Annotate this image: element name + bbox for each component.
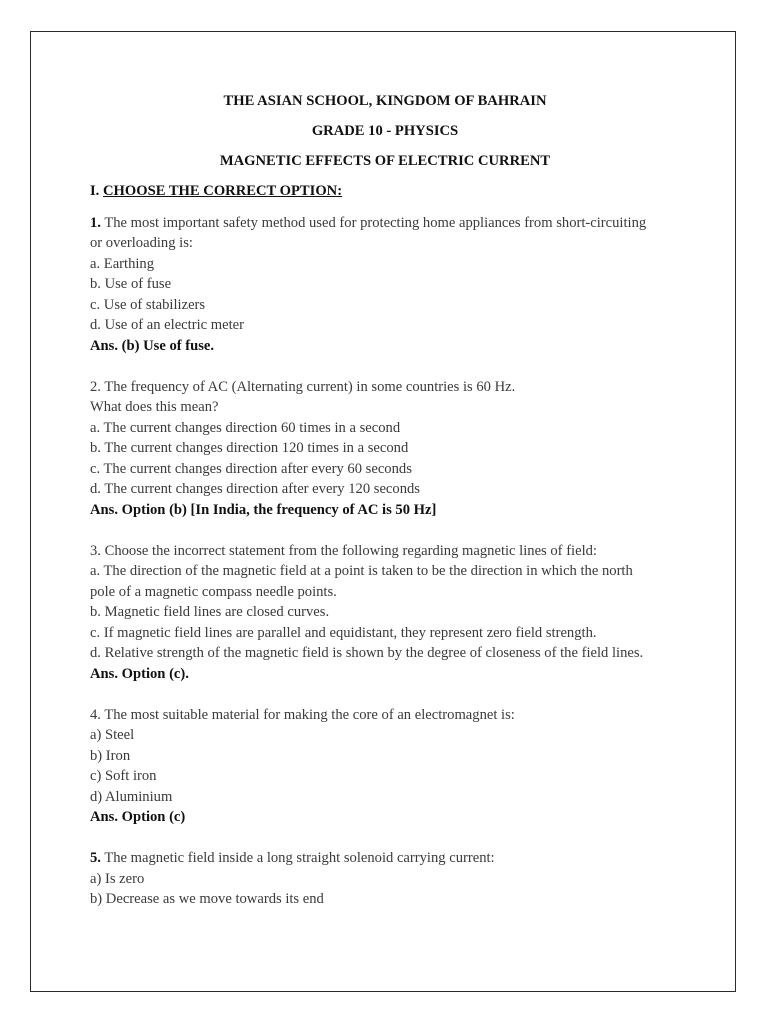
section-number: I. <box>90 183 100 199</box>
question-text <box>90 213 680 234</box>
option: d) Aluminium <box>90 788 173 805</box>
question-number: 3. <box>90 542 101 559</box>
question-text-line: The magnetic field inside a long straight solenoid carrying current: <box>100 850 495 866</box>
question-text <box>90 541 680 562</box>
answer: Ans. Option (b) [In India, the frequency of AC is 50 Hz] <box>90 501 437 518</box>
question-1 <box>90 213 680 357</box>
question-text-line: The most suitable material for making the core of an electromagnet is: <box>100 706 515 723</box>
option: c) Soft iron <box>90 768 157 784</box>
section-heading <box>90 181 680 202</box>
option: a. The current changes direction 60 times in a second <box>90 419 401 436</box>
option: a. Earthing <box>90 255 155 272</box>
question-number: 1. <box>90 214 101 231</box>
school-title: THE ASIAN SCHOOL, KINGDOM OF BAHRAIN <box>223 93 547 109</box>
option: c. If magnetic field lines are parallel and equidistant, they represent zero field strength. <box>90 624 597 641</box>
question-text-line: Choose the incorrect statement from the following regarding magnetic lines of field: <box>100 542 597 559</box>
option: c. Use of stabilizers <box>90 296 206 313</box>
option: b) Iron <box>90 747 131 764</box>
question-text-line: The frequency of AC (Alternating current) in some countries is 60 Hz. <box>100 378 516 395</box>
question-text <box>90 848 680 869</box>
document-content <box>90 91 680 930</box>
option: b. Magnetic field lines are closed curves. <box>90 604 330 620</box>
option: b. Use of fuse <box>90 276 172 292</box>
question-text <box>90 705 680 726</box>
grade-title: GRADE 10 - PHYSICS <box>311 123 459 139</box>
option: b. The current changes direction 120 times in a second <box>90 440 409 456</box>
option: d. The current changes direction after every 120 seconds <box>90 481 420 497</box>
answer: Ans. Option (c) <box>90 809 186 825</box>
option: d. Relative strength of the magnetic field is shown by the degree of closeness of the field lines. <box>90 645 644 661</box>
option: a. The direction of the magnetic field at a point is taken to be the direction in which the north <box>90 563 633 579</box>
question-text-line: The most important safety method used for protecting home appliances from short-circuiting <box>100 214 647 231</box>
option: b) Decrease as we move towards its end <box>90 891 324 907</box>
section-title: CHOOSE THE CORRECT OPTION: <box>102 183 343 199</box>
option: pole of a magnetic compass needle points. <box>90 583 337 600</box>
question-number: 5. <box>90 850 101 866</box>
question-text-line: or overloading is: <box>90 235 193 251</box>
question-text-line: What does this mean? <box>90 399 219 415</box>
option: a) Steel <box>90 727 135 743</box>
question-4 <box>90 705 680 828</box>
option: c. The current changes direction after every 60 seconds <box>90 460 412 477</box>
topic-title: MAGNETIC EFFECTS OF ELECTRIC CURRENT <box>219 153 551 169</box>
option: d. Use of an electric meter <box>90 317 244 333</box>
question-number: 4. <box>90 706 101 723</box>
question-3 <box>90 541 680 685</box>
answer: Ans. (b) Use of fuse. <box>90 337 215 354</box>
question-5 <box>90 848 680 910</box>
answer: Ans. Option (c). <box>90 665 189 682</box>
question-number: 2. <box>90 378 101 395</box>
option: a) Is zero <box>90 870 145 887</box>
question-text <box>90 377 680 398</box>
question-2 <box>90 377 680 521</box>
